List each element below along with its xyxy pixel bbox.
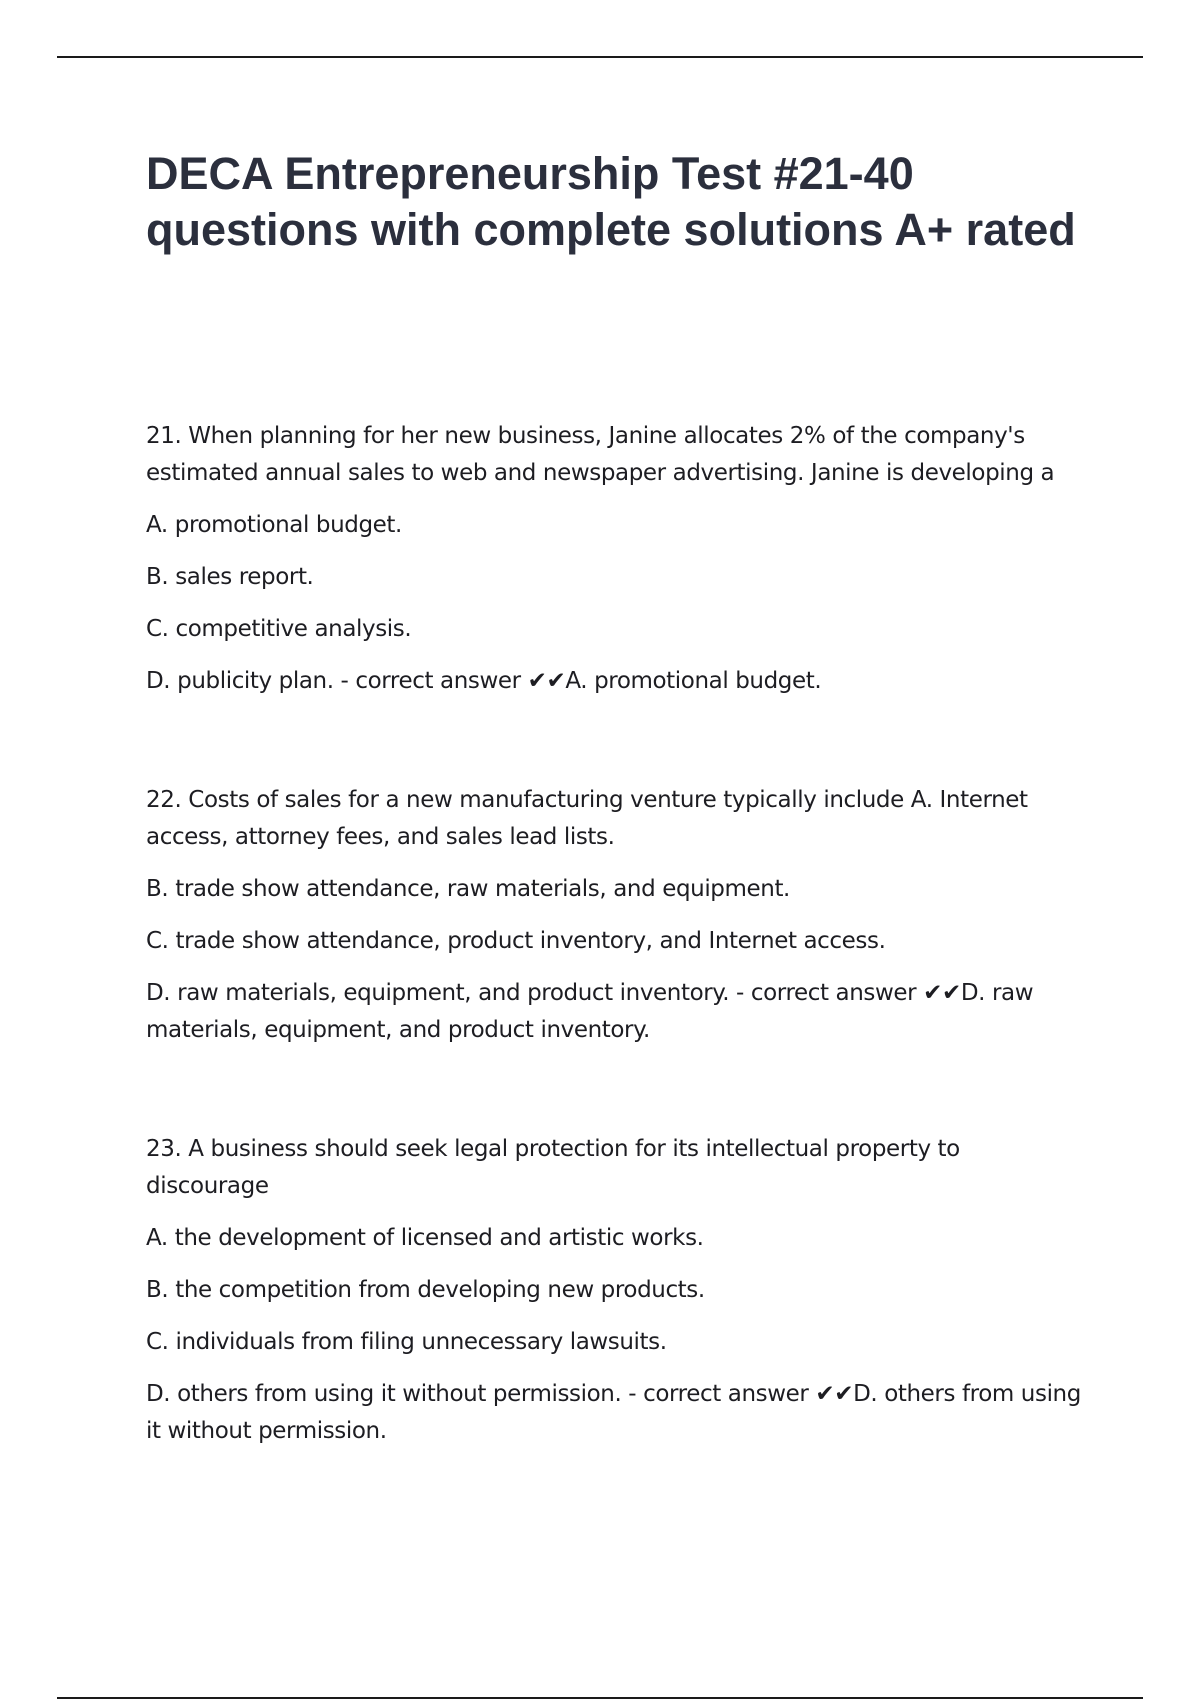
answer-option: B. the competition from developing new products. <box>146 1277 705 1303</box>
question-stem: 23. A business should seek legal protection for its intellectual property to discourage <box>146 1136 960 1199</box>
question-22 <box>146 782 1086 1049</box>
footer-rule <box>57 1697 1143 1699</box>
question-stem: 22. Costs of sales for a new manufacturing venture typically include A. Internet access, attorney fees, and sales lead lists. <box>146 787 1028 850</box>
answer-option-with-solution: D. publicity plan. - correct answer ✔✔A. promotional budget. <box>146 668 822 694</box>
question-23 <box>146 1131 1086 1450</box>
header-rule <box>57 56 1143 58</box>
answer-option-with-solution: D. raw materials, equipment, and product inventory. - correct answer ✔✔D. raw materials, equipment, and product inventory. <box>146 980 1034 1043</box>
answer-option: A. the development of licensed and artistic works. <box>146 1225 704 1251</box>
answer-option: A. promotional budget. <box>146 512 402 538</box>
question-21 <box>146 418 1086 700</box>
answer-option: C. trade show attendance, product inventory, and Internet access. <box>146 928 886 954</box>
question-list <box>146 418 1086 1465</box>
page-title: DECA Entrepreneurship Test #21-40 questions with complete solutions A+ rated <box>146 148 1076 255</box>
answer-option: B. trade show attendance, raw materials, and equipment. <box>146 876 790 902</box>
answer-option: C. individuals from filing unnecessary lawsuits. <box>146 1329 667 1355</box>
answer-option: C. competitive analysis. <box>146 616 412 642</box>
question-stem: 21. When planning for her new business, Janine allocates 2% of the company's estimated annual sales to web and newspaper advertising. Janine is developing a <box>146 423 1055 486</box>
answer-option-with-solution: D. others from using it without permission. - correct answer ✔✔D. others from using it without permission. <box>146 1381 1081 1444</box>
answer-option: B. sales report. <box>146 564 314 590</box>
